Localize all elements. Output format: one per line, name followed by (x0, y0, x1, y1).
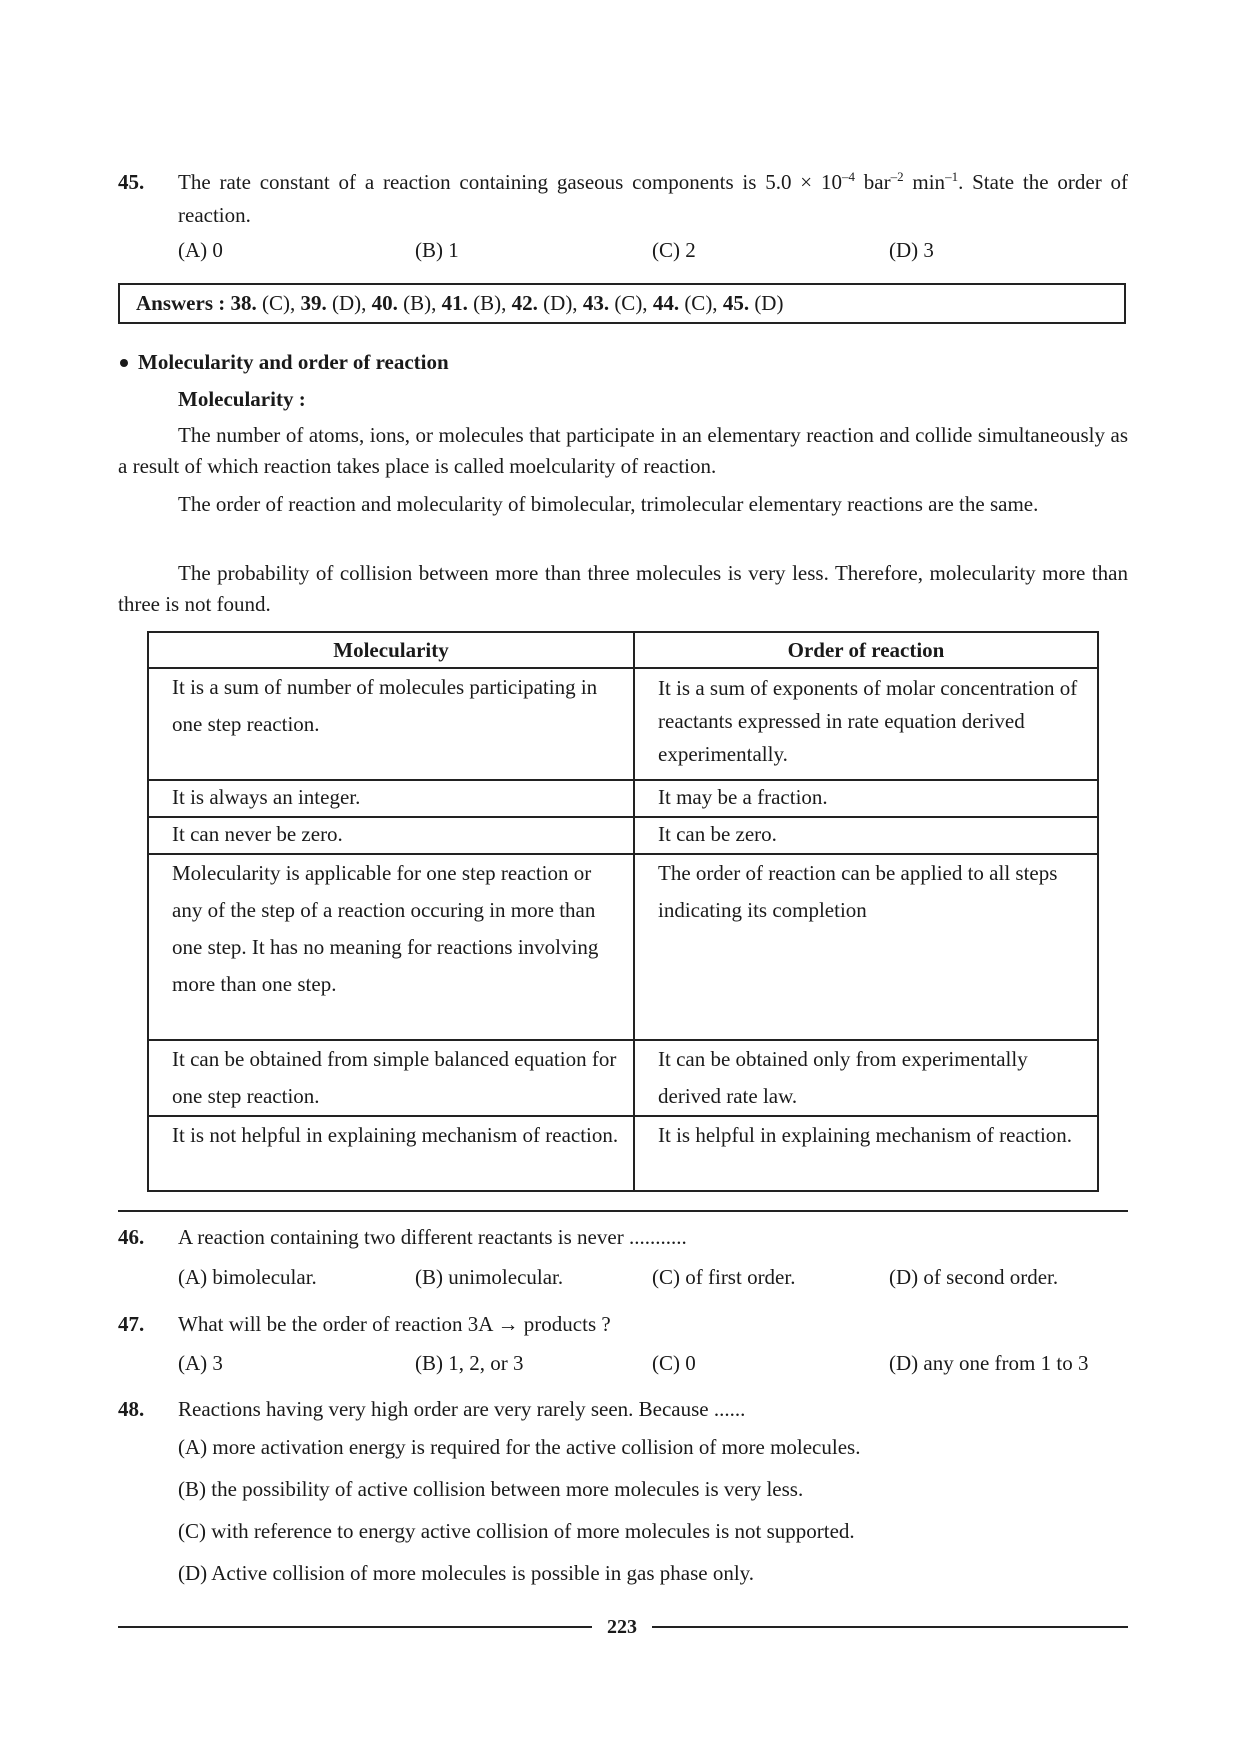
option-c: (C) with reference to energy active collision of more molecules is not supported. (178, 1519, 855, 1543)
question-text: Reactions having very high order are very rarely seen. Because ...... (178, 1397, 746, 1421)
question-number: 48. (118, 1397, 145, 1421)
question-46 (118, 1221, 1128, 1254)
question-45 (118, 166, 1128, 232)
footer-rule-right (652, 1626, 1128, 1628)
paragraph: The probability of collision between more than three molecules is very less. Therefore, molecularity more than three is not found. (118, 561, 1128, 616)
option-a: (A) 0 (178, 238, 223, 262)
subheading: Molecularity : (178, 387, 306, 411)
option-b: (B) unimolecular. (415, 1265, 564, 1289)
table-row (148, 668, 1098, 780)
paragraph: The order of reaction and molecularity of bimolecular, trimolecular elementary reactions are the same. (178, 492, 1039, 516)
table-row (148, 1116, 1098, 1191)
question-number: 47. (118, 1312, 145, 1336)
section-heading: Molecularity and order of reaction (118, 347, 449, 377)
option-b: (B) the possibility of active collision between more molecules is very less. (178, 1477, 804, 1501)
table-cell: It is always an integer. (148, 780, 634, 817)
table-cell: It is a sum of number of molecules participating in one step reaction. (148, 668, 634, 780)
question-47 (118, 1308, 1128, 1341)
column-header: Molecularity (148, 632, 634, 668)
option-a: (A) 3 (178, 1351, 223, 1375)
footer-rule-left (118, 1626, 592, 1628)
table-row (148, 817, 1098, 854)
column-header: Order of reaction (634, 632, 1098, 668)
option-c: (C) 0 (652, 1351, 696, 1375)
option-c: (C) 2 (652, 238, 696, 262)
answers-box: Answers : 38. (C), 39. (D), 40. (B), 41. (B), 42. (D), 43. (C), 44. (C), 45. (D) (118, 283, 1126, 324)
option-c: (C) of first order. (652, 1265, 796, 1289)
table-cell: Molecularity is applicable for one step reaction or any of the step of a reaction occuring in more than one step. It has no meaning for reactions involving more than one step. (148, 854, 634, 1040)
table-row (148, 1040, 1098, 1116)
question-45-options (178, 238, 1128, 268)
question-number: 45. (118, 170, 145, 194)
table-cell: It can be obtained only from experimentally derived rate law. (634, 1040, 1098, 1116)
comparison-table (147, 631, 1099, 1192)
option-a: (A) more activation energy is required for the active collision of more molecules. (178, 1435, 861, 1459)
question-number: 46. (118, 1225, 145, 1249)
question-48 (118, 1393, 1128, 1426)
question-47-options (178, 1351, 1128, 1381)
table-cell: It is helpful in explaining mechanism of reaction. (634, 1116, 1098, 1191)
table-cell: It can be obtained from simple balanced equation for one step reaction. (148, 1040, 634, 1116)
option-d: (D) any one from 1 to 3 (889, 1351, 1089, 1375)
page-number: 223 (607, 1616, 637, 1638)
option-b: (B) 1, 2, or 3 (415, 1351, 524, 1375)
option-a: (A) bimolecular. (178, 1265, 317, 1289)
table-cell: It can be zero. (634, 817, 1098, 854)
question-text: A reaction containing two different reactants is never ........... (178, 1225, 687, 1249)
horizontal-rule (118, 1210, 1128, 1212)
table-row (148, 780, 1098, 817)
table-cell: It is not helpful in explaining mechanism of reaction. (148, 1116, 634, 1191)
answers-label: Answers : (136, 291, 226, 315)
option-d: (D) Active collision of more molecules is possible in gas phase only. (178, 1561, 755, 1585)
question-text: What will be the order of reaction 3A → products ? (178, 1312, 611, 1336)
table-cell: It is a sum of exponents of molar concentration of reactants expressed in rate equation derived experimentally. (634, 668, 1098, 780)
option-d: (D) 3 (889, 238, 934, 262)
paragraph: The number of atoms, ions, or molecules that participate in an elementary reaction and collide simultaneously as a result of which reaction takes place is called moelcularity of reaction. (118, 423, 1128, 478)
bullet-icon (120, 359, 128, 367)
table-cell: It can never be zero. (148, 817, 634, 854)
table-row (148, 854, 1098, 1040)
option-d: (D) of second order. (889, 1265, 1059, 1289)
question-text: The rate constant of a reaction containing gaseous components is $5.0 \times 10^{-4}$ bar$^{-2}$ $\min^{-1}$. State the order of reaction. (178, 169, 1128, 227)
question-46-options (178, 1265, 1128, 1295)
table-cell: The order of reaction can be applied to all steps indicating its completion (634, 854, 1098, 1040)
option-b: (B) 1 (415, 238, 459, 262)
table-header-row (148, 632, 1098, 668)
table-cell: It may be a fraction. (634, 780, 1098, 817)
